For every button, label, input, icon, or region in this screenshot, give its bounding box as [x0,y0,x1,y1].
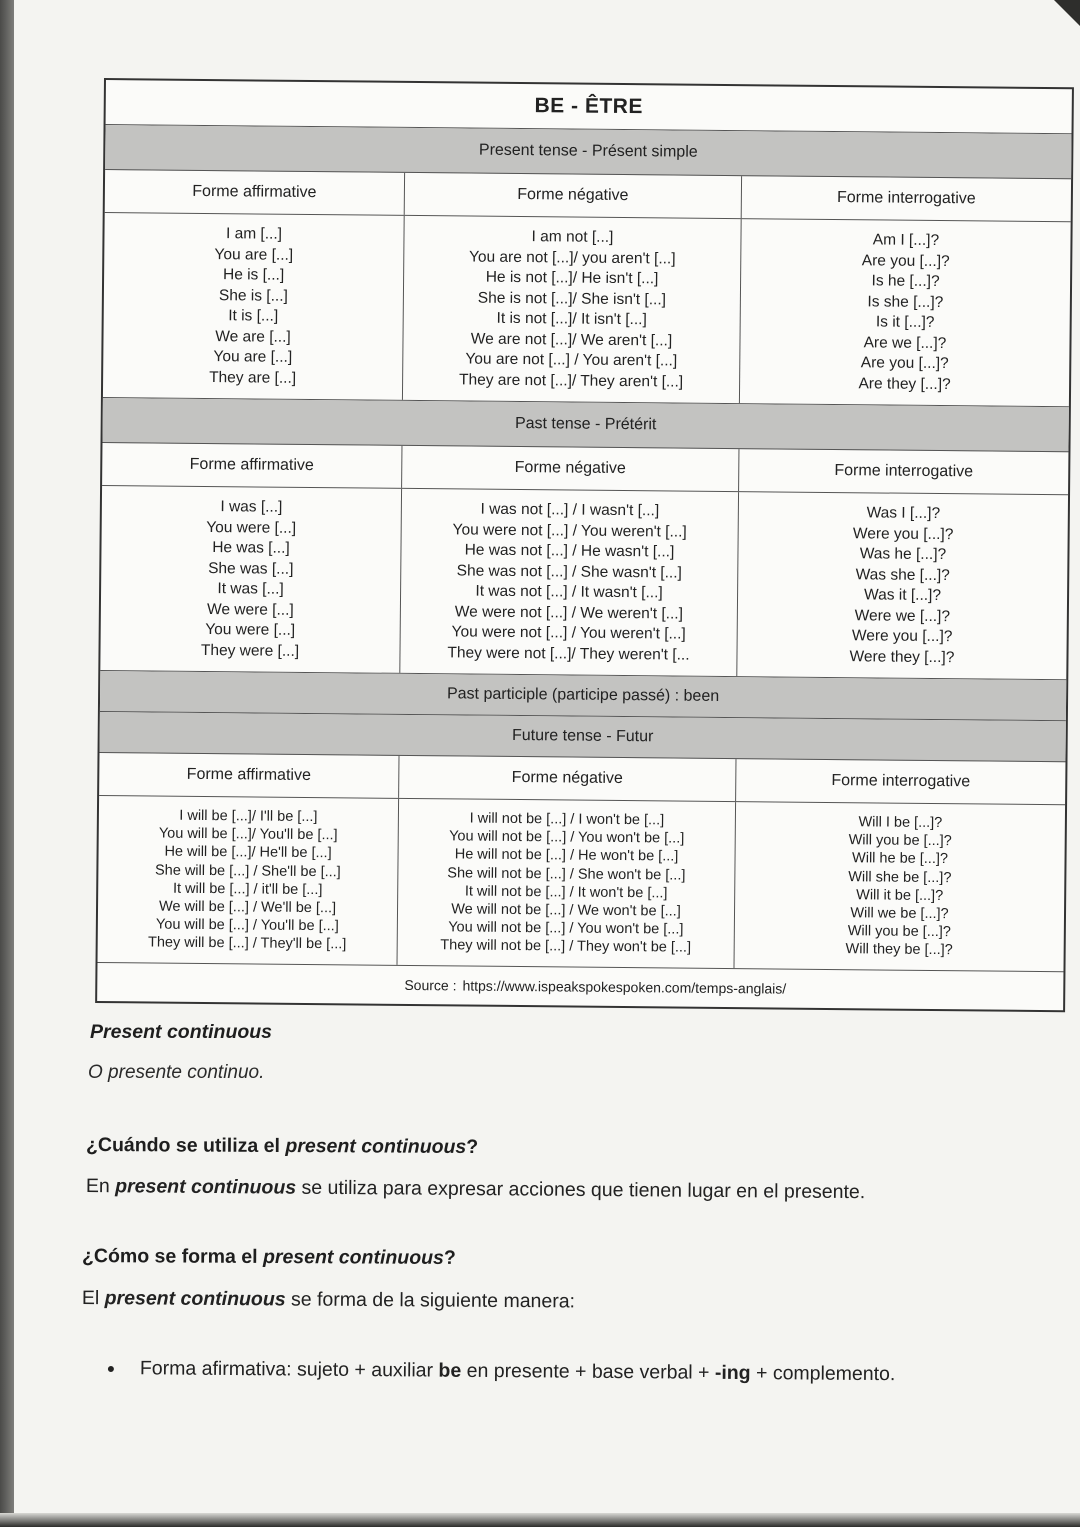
conjugation-line: Am I [...]? [872,231,940,250]
conjugation-line: She will be [...] / She'll be [...] [154,862,341,880]
conjugation-line: They are [...] [209,368,297,387]
conjugation-line: You will be [...] / You'll be [...] [155,916,339,935]
present-negative-cell [403,216,742,403]
conjugation-line: We are [...] [215,327,291,346]
question-how-post: ? [443,1246,456,1269]
conjugation-line: You are not [...] / You aren't [...] [465,350,678,370]
conjugation-line: Are we [...]? [863,333,947,352]
conjugation-line: Will we be [...]? [850,905,949,923]
conjugation-line: It was not [...] / It wasn't [...] [475,582,663,602]
answer-how [82,1287,575,1313]
conjugation-line: They were [...] [200,641,300,660]
conjugation-line: I am [...] [225,225,283,243]
conjugation-line: We will be [...] / We'll be [...] [158,898,337,917]
conjugation-line: Will you be [...]? [847,923,951,941]
conjugation-line: You are [...] [213,348,293,366]
answer-when-post: se utiliza para expresar acciones que tienen lugar en el presente. [296,1176,866,1204]
conjugation-line: We were [...] [206,600,294,619]
conjugation-line: They were not [...]/ They weren't [... [447,643,690,664]
present-affirmative-cell [103,213,405,400]
conjugation-line: Was I [...]? [866,504,941,523]
question-when-pre: ¿Cuándo se utiliza el [85,1133,286,1158]
conjugation-line: He will be [...]/ He'll be [...] [164,844,332,862]
conjugation-line: She is [...] [218,286,288,305]
conjugation-line: You were [...] [206,518,297,537]
conjugation-line: He was not [...] / He wasn't [...] [464,541,675,561]
conjugation-line: She was not [...] / She wasn't [...] [456,561,682,582]
bullet-dot-icon [108,1366,114,1372]
conjugation-line: Is it [...]? [875,313,935,331]
conjugation-line: It will be [...] / it'll be [...] [172,880,323,898]
conjugation-line: I was [...] [220,498,283,516]
past-affirmative-cell [100,486,402,673]
question-when [86,1134,478,1159]
conjugation-line: Were you [...]? [852,524,954,543]
present-tense-band: Present tense - Présent simple [105,125,1071,179]
answer-how-term: present continuous [104,1287,286,1311]
future-header-interrogative: Forme interrogative [831,772,971,791]
conjugation-line: They will be [...] / They'll be [...] [147,934,347,953]
conjugation-line: They are not [...]/ They aren't [...] [458,370,684,391]
conjugation-line: Was he [...]? [859,545,947,564]
conjugation-line: It is not [...]/ It isn't [...] [496,309,647,329]
past-header-negative: Forme négative [402,446,739,491]
question-when-post: ? [466,1135,479,1159]
conjugation-line: Will they be [...]? [845,941,953,959]
conjugation-line: Will he be [...]? [852,850,949,868]
past-negative-cell [400,489,739,676]
source-label: Source : [404,976,457,994]
answer-when-term: present continuous [115,1175,297,1199]
conjugation-line: She was [...] [208,559,294,578]
conjugation-line: She will not be [...] / She won't be [...] [447,864,686,884]
present-body-row [103,213,1071,407]
conjugation-line: He was [...] [212,539,290,557]
past-tense-band: Past tense - Prétérit [102,398,1068,452]
conjugation-line: You are not [...]/ you aren't [...] [468,248,676,267]
conjugation-line: Will it be [...]? [856,887,944,904]
past-interrogative-cell [737,492,1068,679]
bullet-text-3: + complemento. [750,1362,896,1386]
conjugation-line: You were not [...] / You weren't [...] [452,520,687,541]
answer-how-pre: El [81,1287,105,1310]
present-header-affirmative: Forme affirmative [105,170,405,215]
question-how [82,1245,456,1270]
question-how-pre: ¿Cómo se forma el [81,1245,264,1268]
conjugation-line: He is [...] [222,266,285,284]
conjugation-line: You will not be [...] / You won't be [...] [448,919,684,938]
conjugation-line: It is [...] [228,307,279,325]
conjugation-line: We will not be [...] / We won't be [...] [451,901,681,920]
bullet-be: be [438,1359,462,1382]
conjugation-line: I am not [...] [531,228,614,246]
conjugation-line: Were you [...]? [851,627,953,646]
conjugation-line: Is she [...]? [867,292,944,311]
conjugation-line: Were we [...]? [854,606,951,625]
source-row [97,963,1063,1010]
past-header-interrogative: Forme interrogative [834,462,974,481]
past-participle-band: Past participle (participe passé) : been [100,671,1066,721]
conjugation-line: We were not [...] / We weren't [...] [454,602,684,623]
future-header-affirmative: Forme affirmative [99,753,399,798]
conjugation-line: They will not be [...] / They won't be [...] [440,937,692,957]
bullet-text-2: en presente + base verbal + [461,1359,715,1384]
conjugation-line: It was [...] [217,580,284,598]
conjugation-line: He will not be [...] / He won't be [...] [454,846,679,865]
bullet-ing: -ing [714,1361,751,1385]
conjugation-line: Was it [...]? [864,586,942,605]
conjugation-line: He is not [...]/ He isn't [...] [485,268,659,288]
conjugation-line: Are you [...]? [860,354,949,373]
source-link[interactable]: https://www.ispeakspokespoken.com/temps-anglais/ [462,977,787,997]
answer-how-post: se forma de la siguiente manera: [285,1288,576,1313]
present-header-negative: Forme négative [405,173,742,218]
present-continuous-subheading: O presente continuo. [88,1062,265,1083]
conjugation-line: We are not [...]/ We aren't [...] [470,330,673,349]
conjugation-line: Will I be [...]? [858,814,943,832]
conjugation-line: You were not [...] / You weren't [...] [451,623,686,643]
future-negative-cell [398,799,737,968]
past-body-row [100,486,1068,680]
future-tense-band: Future tense - Futur [100,712,1066,762]
question-how-term: present continuous [262,1245,444,1269]
present-continuous-heading: Present continuous [90,1021,273,1043]
future-body-row [98,796,1066,972]
conjugation-line: You are [...] [214,245,294,264]
conjugation-line: You were [...] [205,620,296,639]
conjugation-line: Will she be [...]? [848,868,952,886]
conjugation-line: Were they [...]? [849,647,955,666]
future-affirmative-cell [98,796,400,964]
conjugation-line: You will be [...]/ You'll be [...] [158,825,338,844]
conjugation-line: I will not be [...] / I won't be [...] [469,810,665,829]
answer-when-pre: En [85,1175,116,1198]
present-interrogative-cell [740,219,1071,406]
page-corner-fold [1054,0,1080,26]
table-title: BE - ÊTRE [106,80,1072,134]
conjugation-line: Was she [...]? [855,565,950,584]
present-header-interrogative: Forme interrogative [836,189,976,208]
bullet-text-1: Forma afirmativa: sujeto + auxiliar [139,1357,439,1382]
past-header-affirmative: Forme affirmative [102,443,402,488]
future-interrogative-cell [734,802,1065,971]
conjugation-line: Are they [...]? [858,374,951,393]
conjugation-line: It will not be [...] / It won't be [...] [464,883,668,902]
conjugation-line: I will be [...]/ I'll be [...] [179,807,318,826]
conjugation-line: I was not [...] / I wasn't [...] [480,500,660,520]
conjugation-line: You will not be [...] / You won't be [...] [449,828,685,847]
question-when-term: present continuous [285,1135,467,1158]
conjugation-line: Is he [...]? [871,272,940,291]
conjugation-line: She is not [...]/ She isn't [...] [477,289,667,308]
page-bottom-edge-shadow [0,1513,1080,1527]
conjugation-line: Are you [...]? [861,251,950,270]
future-header-negative: Forme négative [399,756,736,801]
be-conjugation-table [95,78,1074,1012]
conjugation-line: Will you be [...]? [848,832,952,850]
